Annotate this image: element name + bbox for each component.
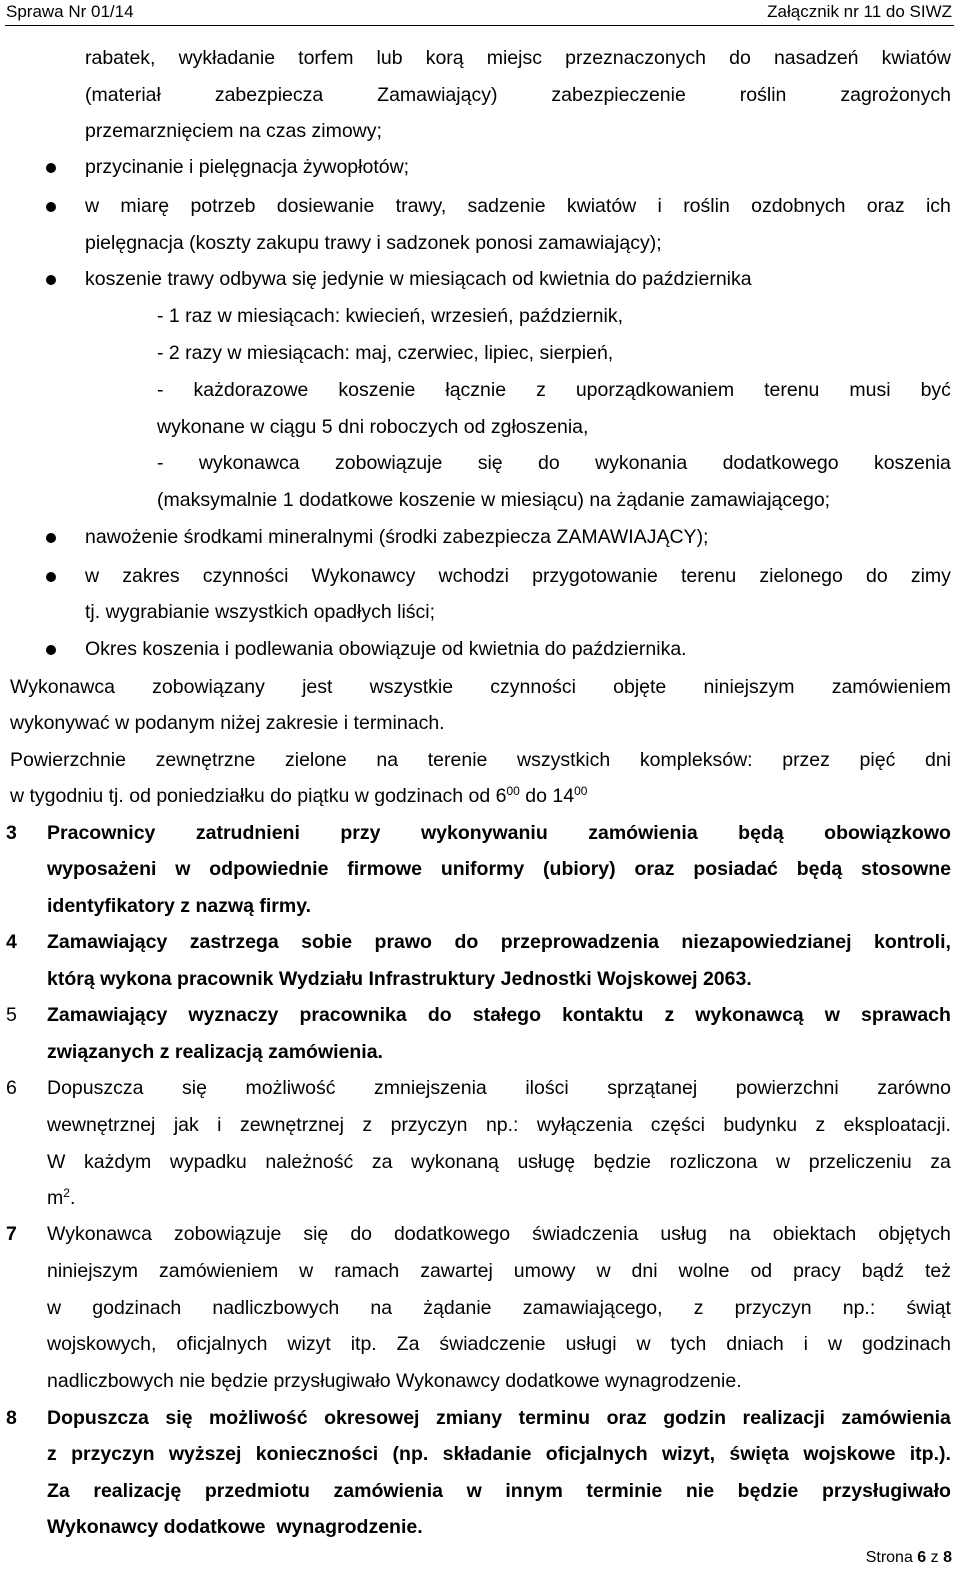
word: ozdobnych (751, 195, 846, 217)
word: bądź (861, 1260, 905, 1282)
word: wykonania (595, 452, 688, 474)
word: terminu (518, 1407, 591, 1429)
doc-line: identyfikatory z nazwą firmy. (47, 895, 312, 917)
word: terenu (764, 379, 820, 401)
word: możliwość (245, 1077, 336, 1099)
word: zawartej (420, 1260, 493, 1282)
word: Zamawiający (47, 1004, 168, 1026)
doc-line: - 1 raz w miesiącach: kwiecień, wrzesień, październik, (157, 305, 624, 327)
word: torfem (298, 47, 354, 69)
word: niniejszym (703, 676, 795, 698)
doc-line: przycinanie i pielęgnacja żywopłotów; (85, 156, 410, 178)
word: budynku (723, 1114, 798, 1136)
word: zewnętrzne (155, 749, 256, 771)
word: wchodzi (438, 565, 509, 587)
word: z (362, 1114, 373, 1136)
word: w (596, 1260, 611, 1282)
word: wykładanie (178, 47, 276, 69)
word: zmniejszenia (374, 1077, 487, 1099)
word: Pracownicy (47, 822, 156, 844)
word: Dopuszcza (47, 1077, 144, 1099)
word: wykonawcą (695, 1004, 804, 1026)
word: Powierzchnie (10, 749, 126, 771)
word: zarówno (877, 1077, 951, 1099)
word: oraz (606, 1407, 647, 1429)
word: kompleksów: (639, 749, 753, 771)
superscript: 00 (574, 783, 588, 798)
doc-line (157, 453, 951, 473)
word: ramach (334, 1260, 400, 1282)
word: i (217, 1114, 222, 1136)
word: Za (47, 1480, 70, 1502)
word: objęte (613, 676, 667, 698)
word: też (924, 1260, 951, 1282)
word: wyższej (168, 1443, 242, 1465)
word: koszenie (338, 379, 416, 401)
word: umowy (513, 1260, 576, 1282)
word: na (376, 749, 399, 771)
doc-line: $m^2$. (47, 1185, 76, 1209)
word: w (776, 1151, 791, 1173)
word: do (866, 565, 888, 587)
word: wolne (678, 1260, 730, 1282)
doc-line: przemarznięciem na czas zimowy; (85, 120, 382, 142)
word: za (930, 1151, 951, 1173)
word: - (157, 379, 164, 401)
word: przyczyn (734, 1297, 812, 1319)
doc-line (10, 750, 951, 770)
word: konieczności (255, 1443, 379, 1465)
word: możliwość (208, 1407, 308, 1429)
word: z (536, 379, 546, 401)
doc-line (85, 196, 951, 216)
doc-line (47, 1481, 951, 1501)
word: W (47, 1151, 66, 1173)
word: zmiany (435, 1407, 503, 1429)
word: na (729, 1223, 751, 1245)
word: oficjalnych (176, 1333, 268, 1355)
word: z (664, 1004, 675, 1026)
word: dodatkowego (722, 452, 839, 474)
word: przyczyn (71, 1443, 155, 1465)
word: do (427, 1004, 452, 1026)
doc-line (47, 1408, 951, 1428)
word: dni (924, 749, 951, 771)
bullet-icon (46, 572, 56, 582)
word: nadliczbowych (212, 1297, 340, 1319)
doc-line (157, 380, 951, 400)
word: itp.). (909, 1443, 951, 1465)
word: się (165, 1407, 193, 1429)
word: itp. (350, 1333, 377, 1355)
doc-line (47, 932, 951, 952)
word: będą (738, 822, 784, 844)
word: świąt (906, 1297, 951, 1319)
item-number: 4 (6, 931, 17, 953)
word: sprawach (860, 1004, 951, 1026)
word: zamówienia (333, 1480, 443, 1502)
word: z (815, 1114, 826, 1136)
word: powierzchni (735, 1077, 839, 1099)
word: zagrożonych (840, 84, 951, 106)
word: Zamawiający (47, 931, 168, 953)
doc-line: nadliczbowych nie będzie przysługiwało Wykonawcy dodatkowe wynagrodzenie. (47, 1370, 742, 1392)
word: wizyt (287, 1333, 331, 1355)
word: każdorazowe (193, 379, 309, 401)
word: roślin (683, 195, 730, 217)
word: wykonawca (198, 452, 300, 474)
word: w (824, 1004, 840, 1026)
word: wyznaczy (188, 1004, 279, 1026)
word: przedmiotu (204, 1480, 310, 1502)
word: pracownika (299, 1004, 407, 1026)
word: uniformy (440, 858, 525, 880)
item-number: 7 (6, 1223, 17, 1245)
bullet-icon (46, 533, 56, 543)
word: składanie (442, 1443, 532, 1465)
header-attachment-label: Załącznik nr 11 do SIWZ (767, 2, 952, 21)
item-number: 5 (6, 1004, 17, 1026)
word: objętych (878, 1223, 951, 1245)
word: kontroli, (874, 931, 951, 953)
word: np.: (485, 1114, 519, 1136)
word: od (750, 1260, 773, 1282)
word: oraz (634, 858, 675, 880)
doc-line (47, 1444, 951, 1464)
word: przygotowanie (532, 565, 658, 587)
word: będą (796, 858, 843, 880)
word: wykonaną (411, 1151, 499, 1173)
word: koszenia (873, 452, 951, 474)
word: trawy, (395, 195, 447, 217)
word: niezapowiedzianej (681, 931, 852, 953)
word: przy (340, 822, 381, 844)
word: rabatek, (85, 47, 156, 69)
word: przeliczeniu (808, 1151, 912, 1173)
doc-line (47, 1334, 951, 1354)
bullet-icon (46, 645, 56, 655)
doc-line (85, 566, 951, 586)
doc-line (47, 1152, 951, 1172)
word: czynności (490, 676, 576, 698)
word: realizację (93, 1480, 182, 1502)
word: zobowiązuje (173, 1223, 282, 1245)
word: do (538, 452, 560, 474)
word: firmowe (347, 858, 422, 880)
word: do (729, 47, 751, 69)
word: roślin (739, 84, 787, 106)
word: dniach (726, 1333, 784, 1355)
word: Za (396, 1333, 420, 1355)
word: usługę (517, 1151, 575, 1173)
header-divider (5, 25, 954, 26)
word: wyposażeni (47, 858, 157, 880)
doc-line: wykonane w ciągu 5 dni roboczych od zgłoszenia, (157, 416, 589, 438)
item-number: 6 (6, 1077, 17, 1099)
word: wypadku (169, 1151, 247, 1173)
word: wizyt, (661, 1443, 716, 1465)
word: części (650, 1114, 705, 1136)
word: za (371, 1151, 393, 1173)
word: Wykonawca (47, 1223, 152, 1245)
word: np.: (842, 1297, 876, 1319)
doc-line: nawożenie środkami mineralnymi (środki zabezpiecza ZAMAWIAJĄCY); (85, 526, 709, 548)
page-footer: Strona 6 z 8 (865, 1549, 952, 1566)
bullet-icon (46, 202, 56, 212)
word: wojskowych, (47, 1333, 157, 1355)
word: pięć (859, 749, 896, 771)
word: świadczenia (532, 1223, 639, 1245)
word: (ubiory) (543, 858, 616, 880)
doc-line (47, 1078, 951, 1098)
word: sprzątanej (607, 1077, 698, 1099)
word: w (827, 1333, 843, 1355)
bullet-icon (46, 275, 56, 285)
word: dosiewanie (276, 195, 375, 217)
word: łącznie (445, 379, 507, 401)
word: dodatkowego (394, 1223, 511, 1245)
word: godzinach (862, 1333, 951, 1355)
word: nasadzeń (773, 47, 859, 69)
word: ilości (525, 1077, 569, 1099)
word: będzie (737, 1480, 799, 1502)
word: być (920, 379, 951, 401)
word: wyłączenia (536, 1114, 633, 1136)
doc-line (47, 1298, 951, 1318)
word: do (454, 931, 479, 953)
word: przeprowadzenia (500, 931, 659, 953)
word: potrzeb (190, 195, 256, 217)
word: żądanie (423, 1297, 492, 1319)
word: miarę (120, 195, 170, 217)
bullet-icon (46, 163, 56, 173)
word: nie (685, 1480, 715, 1502)
word: (np. (392, 1443, 429, 1465)
word: dni (631, 1260, 658, 1282)
word: tych (670, 1333, 707, 1355)
word: zabezpieczenie (551, 84, 686, 106)
word: Zamawiający) (377, 84, 498, 106)
word: wewnętrznej (47, 1114, 156, 1136)
word: przysługiwało (821, 1480, 951, 1502)
word: się (182, 1077, 207, 1099)
word: odpowiednie (209, 858, 329, 880)
header-case-number: Sprawa Nr 01/14 (6, 2, 134, 21)
word: usługi (565, 1333, 617, 1355)
word: sadzenie (467, 195, 546, 217)
word: uporządkowaniem (575, 379, 735, 401)
word: kwiatów (881, 47, 951, 69)
word: przyczyn (390, 1114, 468, 1136)
word: ich (925, 195, 951, 217)
doc-line (47, 1005, 951, 1025)
word: terenie (427, 749, 488, 771)
word: innym (505, 1480, 563, 1502)
doc-line (47, 859, 951, 879)
superscript: 00 (506, 783, 520, 798)
superscript: 2 (63, 1185, 70, 1200)
item-number: 8 (6, 1407, 17, 1429)
item-number: 3 (6, 822, 17, 844)
word: Dopuszcza (47, 1407, 149, 1429)
word: zamawiającego, (522, 1297, 663, 1319)
word: zielone (284, 749, 347, 771)
word: niniejszym (47, 1260, 139, 1282)
word: zakres (122, 565, 180, 587)
word: do (350, 1223, 373, 1245)
doc-line: w tygodniu tj. od poniedziałku do piątku w godzinach od $6^{00}$ do $14^{00}$ (10, 783, 588, 807)
word: zimy (910, 565, 951, 587)
word: w (175, 858, 191, 880)
word: w (47, 1297, 62, 1319)
word: stałego (472, 1004, 542, 1026)
word: stosowne (861, 858, 951, 880)
word: zamówieniem (831, 676, 951, 698)
word: wszystkich (517, 749, 611, 771)
doc-line (47, 1261, 951, 1281)
word: zielonego (759, 565, 843, 587)
word: okresowej (324, 1407, 420, 1429)
doc-line: wykonywać w podanym niżej zakresie i terminach. (10, 712, 445, 734)
word: się (303, 1223, 329, 1245)
word: należność (265, 1151, 354, 1173)
word: z (47, 1443, 57, 1465)
word: każdym (84, 1151, 152, 1173)
word: oficjalnych (545, 1443, 648, 1465)
word: zastrzega (189, 931, 279, 953)
word: Wykonawcy (311, 565, 416, 587)
word: (materiał (85, 84, 161, 106)
doc-line: Okres koszenia i podlewania obowiązuje od kwietnia do października. (85, 638, 687, 660)
doc-line: - 2 razy w miesiącach: maj, czerwiec, lipiec, sierpień, (157, 342, 614, 364)
word: usług (660, 1223, 707, 1245)
word: jest (302, 676, 333, 698)
word: kontaktu (562, 1004, 644, 1026)
word: musi (849, 379, 891, 401)
word: czynności (202, 565, 289, 587)
word: w (85, 195, 100, 217)
word: obiektach (772, 1223, 857, 1245)
word: pracy (793, 1260, 841, 1282)
word: wszystkie (369, 676, 454, 698)
doc-line: którą wykona pracownik Wydziału Infrastruktury Jednostki Wojskowej 2063. (47, 968, 752, 990)
word: terminie (586, 1480, 663, 1502)
word: oraz (866, 195, 905, 217)
doc-line: pielęgnacja (koszty zakupu trawy i sadzonek ponosi zamawiający); (85, 232, 662, 254)
word: w (636, 1333, 651, 1355)
word: zamówieniem (158, 1260, 279, 1282)
word: kwiatów (566, 195, 637, 217)
word: korą (425, 47, 464, 69)
word: rozliczona (669, 1151, 758, 1173)
word: w (466, 1480, 482, 1502)
word: święta (729, 1443, 790, 1465)
doc-line (47, 823, 951, 843)
doc-line (10, 677, 951, 697)
word: w (85, 565, 100, 587)
doc-line (47, 1224, 951, 1244)
word: zobowiązuje (335, 452, 443, 474)
word: w (299, 1260, 314, 1282)
doc-line: tj. wygrabianie wszystkich opadłych liści; (85, 601, 436, 623)
word: prawo (374, 931, 432, 953)
word: zatrudnieni (195, 822, 300, 844)
word: Wykonawca (10, 676, 115, 698)
word: zamówienia (588, 822, 698, 844)
word: miejsc (486, 47, 542, 69)
word: terenu (680, 565, 737, 587)
word: przeznaczonych (565, 47, 707, 69)
word: zabezpiecza (214, 84, 324, 106)
word: godzin (663, 1407, 727, 1429)
doc-line: związanych z realizacją zamówienia. (47, 1041, 383, 1063)
word: zamówienia (841, 1407, 951, 1429)
word: - (157, 452, 164, 474)
word: świadczenie (439, 1333, 546, 1355)
word: na (370, 1297, 393, 1319)
word: jak (173, 1114, 199, 1136)
word: zewnętrznej (239, 1114, 344, 1136)
word: i (657, 195, 662, 217)
word: i (803, 1333, 809, 1355)
word: się (477, 452, 503, 474)
word: realizacji (742, 1407, 825, 1429)
word: lub (376, 47, 403, 69)
word: eksploatacji. (843, 1114, 951, 1136)
word: z (693, 1297, 704, 1319)
word: przez (782, 749, 830, 771)
doc-line: (maksymalnie 1 dodatkowe koszenie w miesiącu) na żądanie zamawiającego; (157, 489, 831, 511)
doc-line: Wykonawcy dodatkowe wynagrodzenie. (47, 1516, 423, 1538)
word: będzie (593, 1151, 651, 1173)
doc-line (47, 1115, 951, 1135)
word: godzinach (92, 1297, 182, 1319)
doc-line (85, 48, 951, 68)
word: obowiązkowo (824, 822, 951, 844)
word: posiadać (693, 858, 778, 880)
word: wykonywaniu (420, 822, 548, 844)
doc-line: koszenie trawy odbywa się jedynie w miesiącach od kwietnia do października (85, 268, 752, 290)
word: zobowiązany (152, 676, 265, 698)
doc-line (85, 85, 951, 105)
word: wojskowe (803, 1443, 896, 1465)
word: sobie (301, 931, 353, 953)
